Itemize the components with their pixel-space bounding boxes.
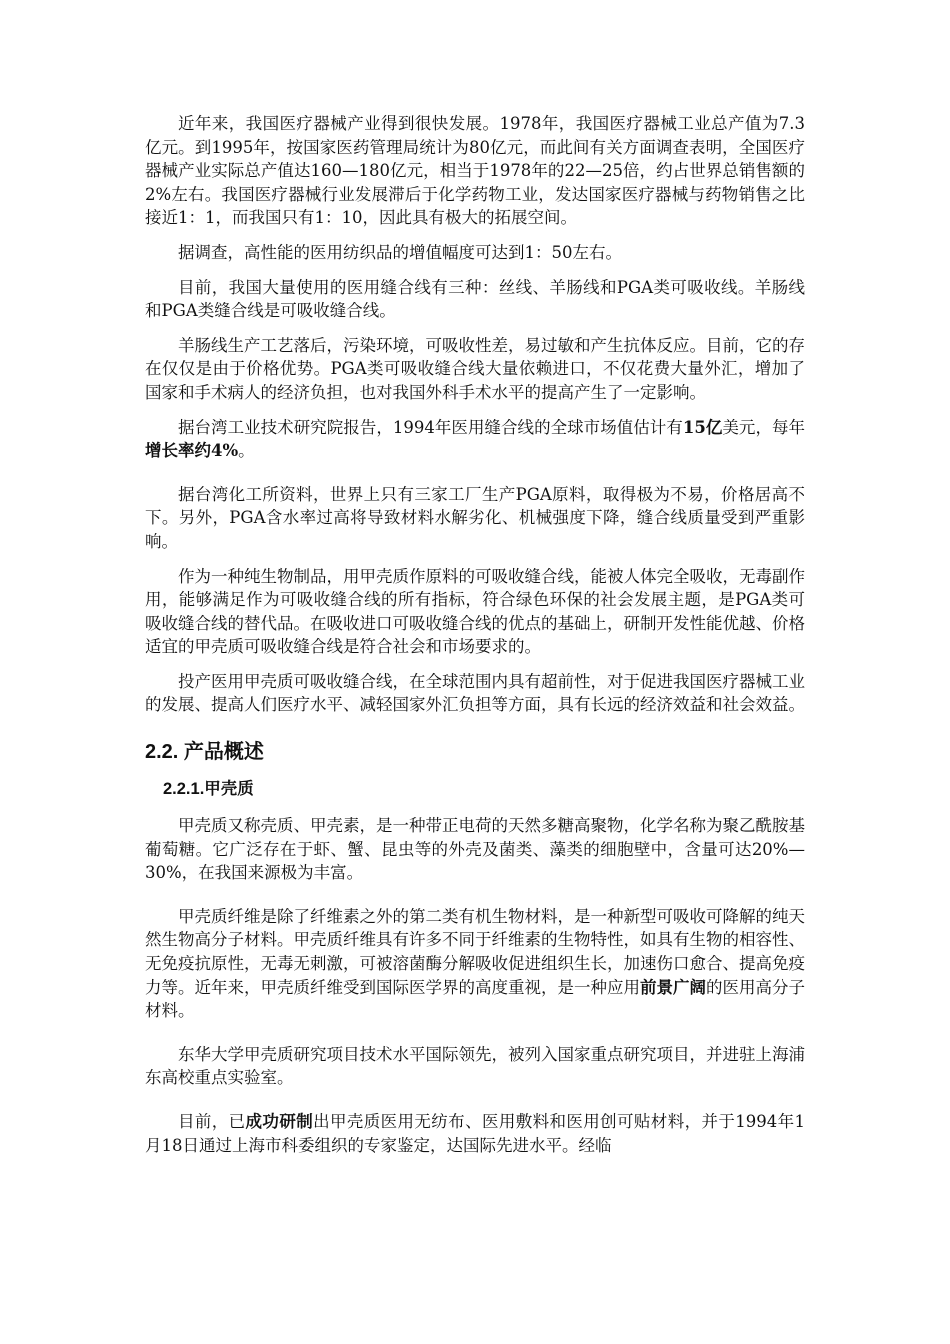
text-run: 目前，已 xyxy=(178,1112,246,1131)
paragraph-industry-growth: 近年来，我国医疗器械产业得到很快发展。1978年，我国医疗器械工业总产值为7.3亿元。到1995年，按国家医药管理局统计为80亿元，而此间有关方面调查表明，全国医疗器械产业实际总产值达160—180亿元，相当于1978年的22—25倍，约占世界总销售额的2%左右。我国医疗器械行业发展滞后于化学药物工业，发达国家医疗器械与药物销售之比接近1：1，而我国只有1：10，因此具有极大的拓展空间。 xyxy=(145,114,805,228)
bold-run: 成功研制 xyxy=(245,1112,314,1131)
paragraph-catgut: 羊肠线生产工艺落后，污染环境，可吸收性差，易过敏和产生抗体反应。目前，它的存在仅仅是由于价格优势。PGA类可吸收缝合线大量依赖进口，不仅花费大量外汇，增加了国家和手术病人的经济负担，也对我国外科手术水平的提高产生了一定影响。 xyxy=(145,335,805,402)
paragraph-suture-types: 目前，我国大量使用的医用缝合线有三种：丝线、羊肠线和PGA类可吸收线。羊肠线和PGA类缝合线是可吸收缝合线。 xyxy=(145,277,805,321)
subsection-heading: 2.2.1.甲壳质 xyxy=(163,780,254,799)
text-run: 甲壳质纤维是除了纤维素之外的第二类有机生物材料，是一种新型可吸收可降解的纯天然生物高分子材料。甲壳质纤维具有许多不同于纤维素的生物特性，如具有生物的相容性、无免疫抗原性，无毒无刺激，可被溶菌酶分解吸收促进组织生长，加速伤口愈合、提高免疫力等。近年来，甲壳质纤维受到国际医学界的高度重视，是一种应用 xyxy=(145,906,805,997)
paragraph-pga-material: 据台湾化工所资料，世界上只有三家工厂生产PGA原料，取得极为不易，价格居高不下。另外，PGA含水率过高将导致材料水解劣化、机械强度下降，缝合线质量受到严重影响。 xyxy=(145,484,805,551)
section-heading: 2.2. 产品概述 xyxy=(145,741,264,764)
text-run: 出甲壳质医用无纺布、医用敷料和医用创可贴材料，并于1994年1月18日通过上海市科委组织的专家鉴定，达国际先进水平。经临 xyxy=(145,1112,805,1155)
text-run: 的医用高分子材料。 xyxy=(145,977,805,1021)
document-page xyxy=(145,112,805,1157)
bold-run: 15亿 xyxy=(682,417,723,437)
paragraph-chitin-fiber xyxy=(145,905,805,1023)
paragraph-achievements xyxy=(145,1110,805,1157)
text-run: 美元，每年 xyxy=(722,417,806,437)
text-run: 。 xyxy=(238,441,255,461)
text-run: 据台湾工业技术研究院报告，1994年医用缝合线的全球市场值估计有 xyxy=(178,417,683,437)
paragraph-chitin-suture: 作为一种纯生物制品，用甲壳质作原料的可吸收缝合线，能被人体完全吸收，无毒副作用，能够满足作为可吸收缝合线的所有指标，符合绿色环保的社会发展主题，是PGA类可吸收缝合线的替代品。在吸收进口可吸收缝合线的优点的基础上，研制开发性能优越、价格适宜的甲壳质可吸收缝合线是符合社会和市场要求的。 xyxy=(145,566,805,657)
paragraph-market-value xyxy=(145,416,805,463)
paragraph-value-added: 据调查，高性能的医用纺织品的增值幅度可达到1：50左右。 xyxy=(178,242,622,262)
bold-run: 增长率约4% xyxy=(145,441,239,461)
paragraph-benefits: 投产医用甲壳质可吸收缝合线，在全球范围内具有超前性，对于促进我国医疗器械工业的发展、提高人们医疗水平、减轻国家外汇负担等方面，具有长远的经济效益和社会效益。 xyxy=(145,671,805,715)
paragraph-chitin-definition: 甲壳质又称壳质、甲壳素，是一种带正电荷的天然多糖高聚物，化学名称为聚乙酰胺基葡萄糖。它广泛存在于虾、蟹、昆虫等的外壳及菌类、藻类的细胞壁中，含量可达20%—30%，在我国来源极为丰富。 xyxy=(145,816,805,883)
paragraph-donghua: 东华大学甲壳质研究项目技术水平国际领先，被列入国家重点研究项目，并进驻上海浦东高校重点实验室。 xyxy=(145,1044,805,1088)
bold-run: 前景广阔 xyxy=(640,977,706,997)
